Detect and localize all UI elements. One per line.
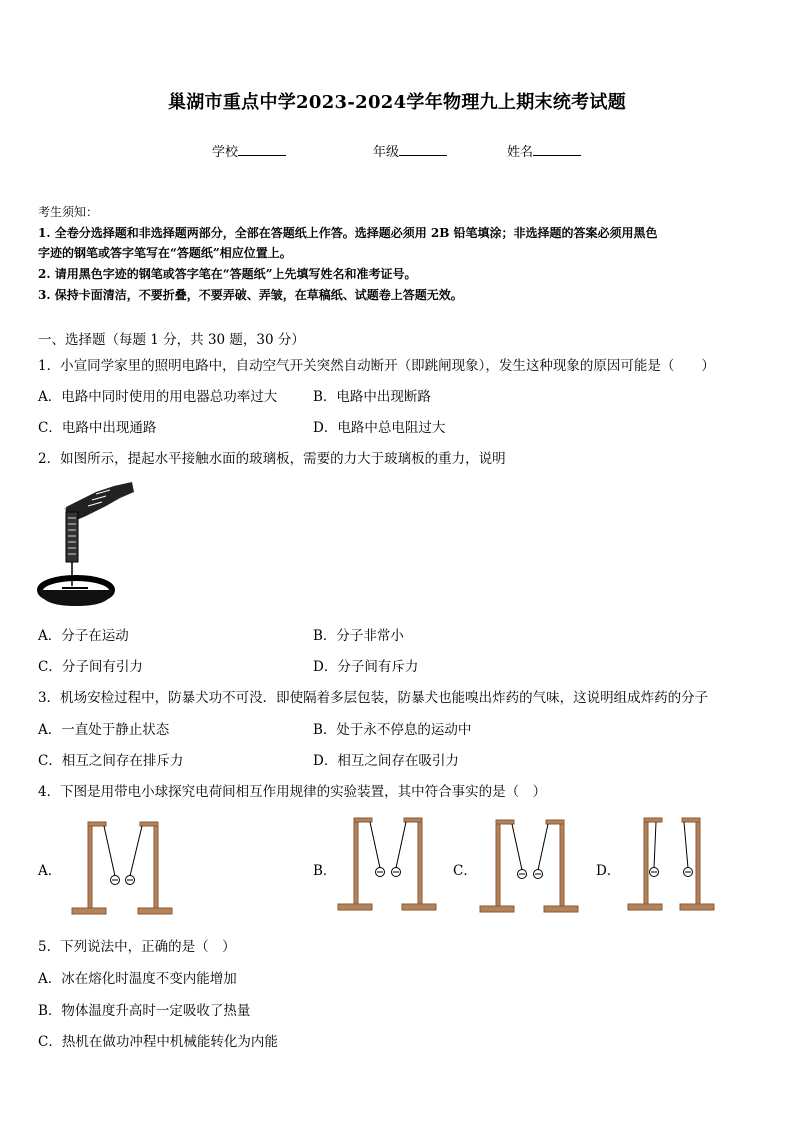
page-title: 巢湖市重点中学2023-2024学年物理九上期末统考试题: [167, 92, 627, 113]
q4-option-a[interactable]: A．: [38, 863, 62, 879]
pendulum-figure-d: [626, 814, 718, 914]
q3-stem: 3．机场安检过程中，防暴犬功不可没．即使隔着多层包装，防暴犬也能嗅出炸药的气味，这说明组成炸药的分子: [38, 690, 709, 706]
q1-option-c[interactable]: C．电路中出现通路: [38, 420, 157, 436]
name-label: 姓名: [507, 145, 534, 160]
notice-line-2: 2. 请用黑色字迹的钢笔或答字笔在“答题纸”上先填写姓名和准考证号。: [38, 267, 417, 281]
q5-option-c[interactable]: C．热机在做功冲程中机械能转化为内能: [38, 1034, 278, 1050]
q4-option-d[interactable]: D．: [596, 863, 621, 879]
q2-option-b[interactable]: B．分子非常小: [313, 628, 404, 644]
grade-blank[interactable]: [399, 143, 447, 156]
q4-option-b[interactable]: B．: [313, 863, 337, 879]
notice-line-1b: 字迹的钢笔或答字笔写在“答题纸”相应位置上。: [38, 246, 292, 260]
notice-line-3: 3. 保持卡面清洁，不要折叠，不要弄破、弄皱，在草稿纸、试题卷上答题无效。: [38, 288, 463, 302]
name-field: [507, 141, 581, 160]
notice-line-1a: 1. 全卷分选择题和非选择题两部分，全部在答题纸上作答。选择题必须用 2B 铅笔填涂；非选择题的答案必须用黑色: [38, 226, 658, 240]
q1-stem: 1．小宣同学家里的照明电路中，自动空气开关突然自动断开（即跳闸现象），发生这种现象的原因可能是（ ）: [38, 358, 715, 374]
q2-stem: 2．如图所示，提起水平接触水面的玻璃板，需要的力大于玻璃板的重力，说明: [38, 451, 506, 467]
q2-option-d[interactable]: D．分子间有斥力: [313, 659, 419, 675]
school-blank[interactable]: [238, 143, 286, 156]
q3-option-d[interactable]: D．相互之间存在吸引力: [313, 753, 459, 769]
grade-label: 年级: [373, 145, 400, 160]
q3-option-c[interactable]: C．相互之间存在排斥力: [38, 753, 184, 769]
q2-option-a[interactable]: A．分子在运动: [38, 628, 129, 644]
name-blank[interactable]: [533, 143, 581, 156]
q1-option-b[interactable]: B．电路中出现断路: [313, 389, 431, 405]
grade-field: [373, 141, 447, 160]
q2-option-c[interactable]: C．分子间有引力: [38, 659, 143, 675]
q5-stem: 5．下列说法中，正确的是（ ）: [38, 939, 236, 955]
q4-stem: 4．下图是用带电小球探究电荷间相互作用规律的实验装置，其中符合事实的是（ ）: [38, 784, 547, 800]
pendulum-figure-a: [70, 818, 176, 918]
q1-option-a[interactable]: A．电路中同时使用的用电器总功率过大: [38, 389, 278, 405]
q5-option-a[interactable]: A．冰在熔化时温度不变内能增加: [38, 971, 237, 987]
school-label: 学校: [212, 145, 239, 160]
pendulum-figure-c: [478, 816, 582, 916]
q5-option-b[interactable]: B．物体温度升高时一定吸收了热量: [38, 1003, 251, 1019]
section-heading: 一、选择题（每题 1 分，共 30 题，30 分）: [38, 332, 305, 348]
school-field: [212, 141, 286, 160]
glass-plate-figure: [36, 478, 138, 610]
q3-option-a[interactable]: A．一直处于静止状态: [38, 722, 170, 738]
pendulum-figure-b: [336, 814, 440, 914]
q4-option-c[interactable]: C．: [453, 863, 477, 879]
q3-option-b[interactable]: B．处于永不停息的运动中: [313, 722, 472, 738]
q1-option-d[interactable]: D．电路中总电阻过大: [313, 420, 446, 436]
notice-heading: 考生须知：: [38, 205, 99, 219]
